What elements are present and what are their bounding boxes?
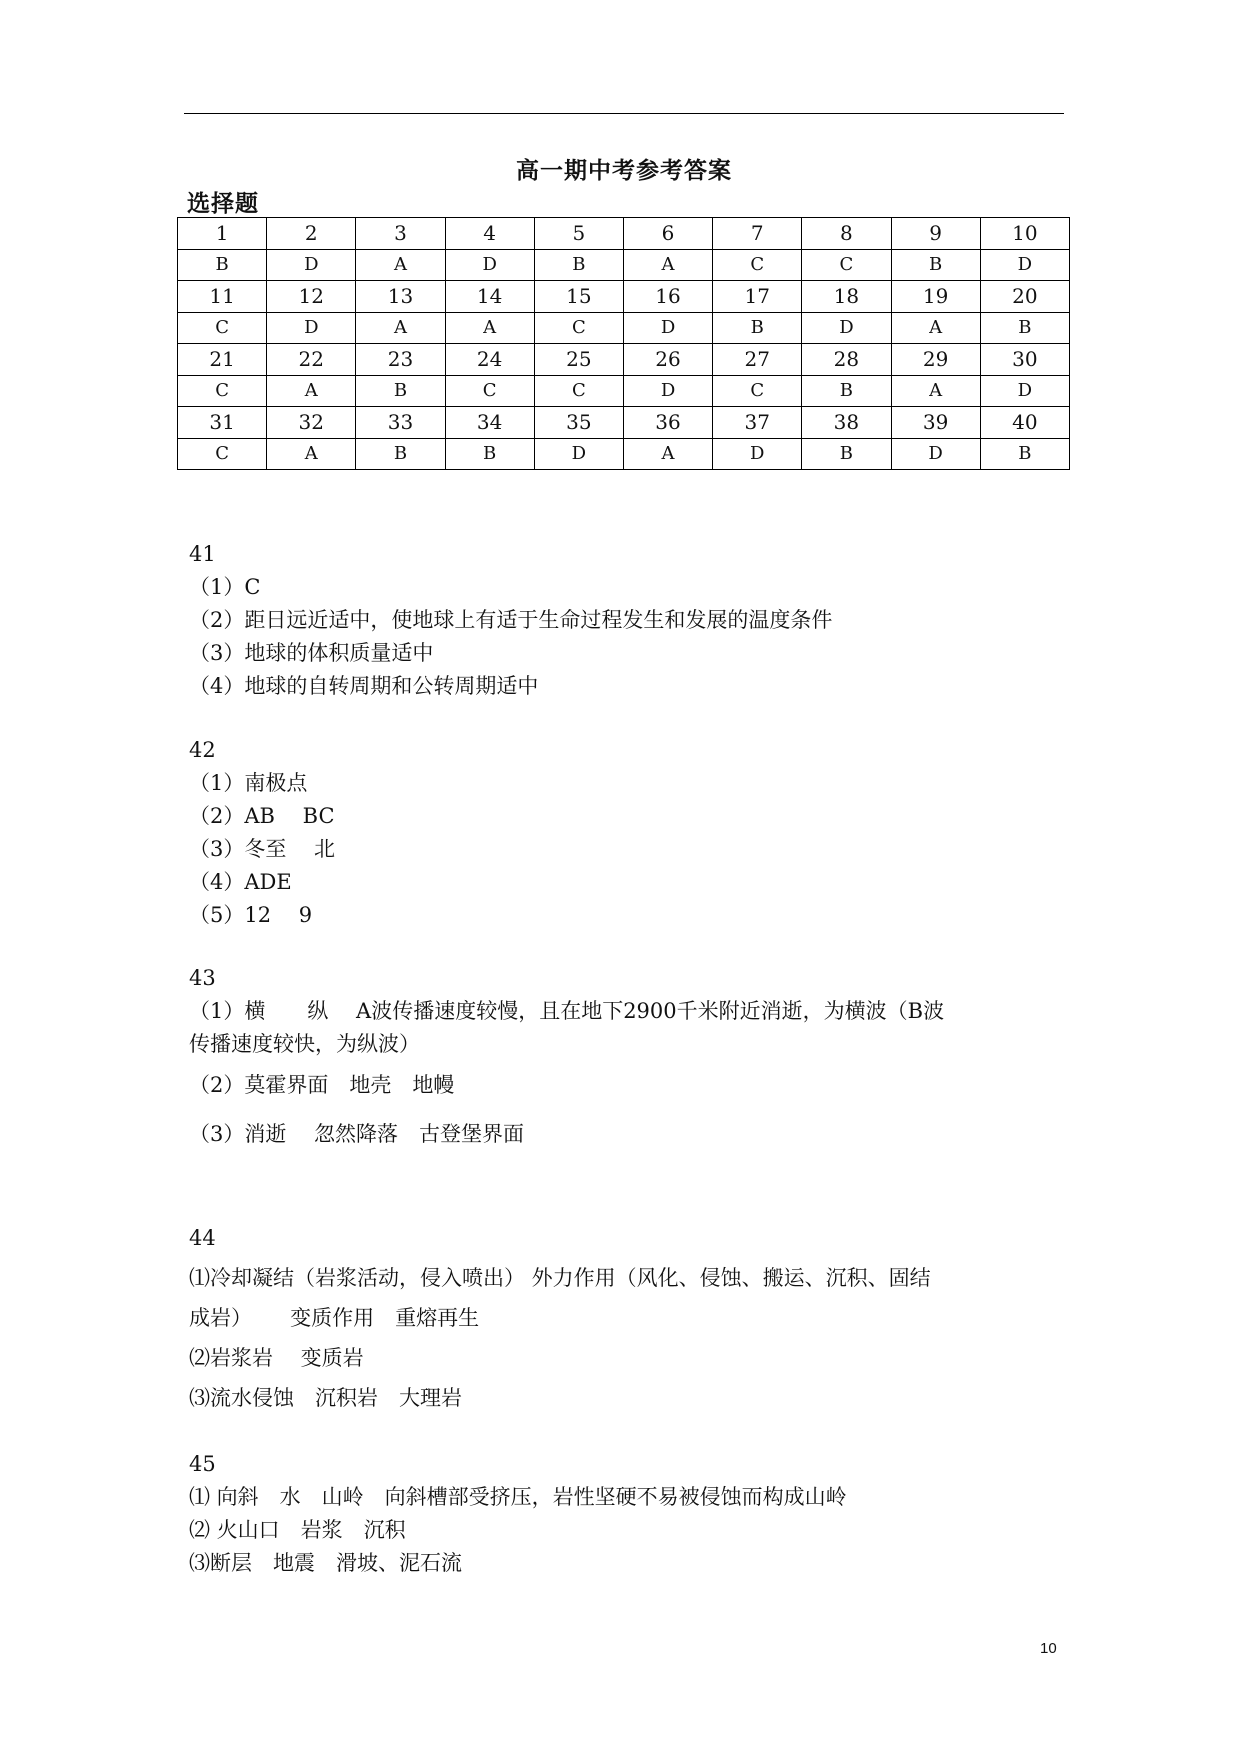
answer-letter-cell: A <box>267 375 356 407</box>
answer-line: ⑴冷却凝结（岩浆活动，侵入喷出） 外力作用（风化、侵蚀、搬运、沉积、固结 <box>189 1266 931 1290</box>
question-number-cell: 8 <box>802 218 891 250</box>
answer-line: （2）距日远近适中，使地球上有适于生命过程发生和发展的温度条件 <box>189 608 833 632</box>
answer-letter-cell: C <box>802 249 891 281</box>
answer-letter-cell: C <box>534 312 623 344</box>
question-number-cell: 15 <box>534 281 623 313</box>
question-number-cell: 32 <box>267 407 356 439</box>
answer-letter-cell: C <box>713 249 802 281</box>
question-number-cell: 31 <box>178 407 267 439</box>
header-rule <box>184 113 1064 114</box>
answer-letter-cell: D <box>713 438 802 470</box>
answer-line: （5）12 9 <box>189 903 313 927</box>
answer-letter-cell: D <box>445 249 534 281</box>
question-number-cell: 26 <box>623 344 712 376</box>
answer-letter-cell: B <box>356 438 445 470</box>
question-number-row <box>178 344 1070 376</box>
question-number: 44 <box>189 1226 216 1250</box>
question-number-cell: 23 <box>356 344 445 376</box>
answer-letter-cell: D <box>980 249 1069 281</box>
answer-letter-cell: C <box>445 375 534 407</box>
question-45 <box>189 1448 1079 1580</box>
question-number-cell: 24 <box>445 344 534 376</box>
question-number-cell: 17 <box>713 281 802 313</box>
question-number-cell: 1 <box>178 218 267 250</box>
question-number-cell: 9 <box>891 218 980 250</box>
question-number-cell: 6 <box>623 218 712 250</box>
question-number-cell: 28 <box>802 344 891 376</box>
question-number-row <box>178 281 1070 313</box>
answer-letter-cell: C <box>713 375 802 407</box>
answer-line: 传播速度较快，为纵波） <box>189 1032 420 1056</box>
answer-letter-cell: B <box>534 249 623 281</box>
answer-letter-cell: B <box>802 375 891 407</box>
answer-line: （1）南极点 <box>189 771 308 795</box>
question-number-cell: 22 <box>267 344 356 376</box>
answer-line: （1）C <box>189 575 261 599</box>
answer-line: ⑴ 向斜 水 山岭 向斜槽部受挤压，岩性坚硬不易被侵蚀而构成山岭 <box>189 1485 847 1509</box>
answer-line: （3）冬至 北 <box>189 837 336 861</box>
answer-letter-cell: B <box>891 249 980 281</box>
answer-letter-cell: D <box>623 375 712 407</box>
question-number-cell: 20 <box>980 281 1069 313</box>
answer-line: （4）地球的自转周期和公转周期适中 <box>189 674 539 698</box>
question-number-cell: 2 <box>267 218 356 250</box>
question-number-row <box>178 218 1070 250</box>
answer-letter-row <box>178 249 1070 281</box>
question-number-cell: 14 <box>445 281 534 313</box>
question-number-cell: 30 <box>980 344 1069 376</box>
answer-table <box>177 217 1070 470</box>
answer-line: 成岩） 变质作用 重熔再生 <box>189 1306 480 1330</box>
question-number: 42 <box>189 738 216 762</box>
question-41 <box>189 538 1079 703</box>
question-number-cell: 16 <box>623 281 712 313</box>
answer-letter-cell: C <box>178 438 267 470</box>
question-number-cell: 40 <box>980 407 1069 439</box>
question-number-cell: 12 <box>267 281 356 313</box>
question-number-cell: 38 <box>802 407 891 439</box>
question-number-cell: 39 <box>891 407 980 439</box>
answer-line: ⑵ 火山口 岩浆 沉积 <box>189 1518 406 1542</box>
question-number: 41 <box>189 542 216 566</box>
question-number-cell: 11 <box>178 281 267 313</box>
answer-line: （2）莫霍界面 地壳 地幔 <box>189 1073 455 1097</box>
question-number-cell: 3 <box>356 218 445 250</box>
question-number: 43 <box>189 966 216 990</box>
answer-line: ⑶断层 地震 滑坡、泥石流 <box>189 1551 462 1575</box>
answer-letter-cell: A <box>891 312 980 344</box>
answer-line: （2）AB BC <box>189 804 335 828</box>
answer-letter-cell: C <box>178 375 267 407</box>
question-number-cell: 25 <box>534 344 623 376</box>
answer-line: （4）ADE <box>189 870 292 894</box>
answer-letter-cell: A <box>623 249 712 281</box>
answer-letter-row <box>178 312 1070 344</box>
answer-line: ⑶流水侵蚀 沉积岩 大理岩 <box>189 1386 462 1410</box>
answer-letter-row <box>178 438 1070 470</box>
answer-letter-cell: B <box>980 312 1069 344</box>
question-number-cell: 7 <box>713 218 802 250</box>
answer-line: （1）横 纵 A波传播速度较慢，且在地下2900千米附近消逝，为横波（B波 <box>189 999 945 1023</box>
page-number: 10 <box>1040 1640 1057 1657</box>
answer-line: （3）地球的体积质量适中 <box>189 641 434 665</box>
answer-letter-cell: A <box>623 438 712 470</box>
answer-letter-row <box>178 375 1070 407</box>
section-title-multiple-choice: 选择题 <box>187 191 259 217</box>
question-44 <box>189 1218 1079 1418</box>
question-number-cell: 37 <box>713 407 802 439</box>
question-number-cell: 27 <box>713 344 802 376</box>
question-number-cell: 29 <box>891 344 980 376</box>
answer-letter-cell: A <box>891 375 980 407</box>
answer-letter-cell: D <box>980 375 1069 407</box>
answer-letter-cell: D <box>891 438 980 470</box>
question-number-cell: 35 <box>534 407 623 439</box>
answer-letter-cell: B <box>356 375 445 407</box>
answer-letter-cell: A <box>356 249 445 281</box>
answer-letter-cell: C <box>178 312 267 344</box>
question-number-row <box>178 407 1070 439</box>
question-number-cell: 36 <box>623 407 712 439</box>
answer-letter-cell: B <box>445 438 534 470</box>
question-number-cell: 10 <box>980 218 1069 250</box>
question-number-cell: 34 <box>445 407 534 439</box>
answer-letter-cell: C <box>534 375 623 407</box>
answer-letter-cell: A <box>445 312 534 344</box>
answer-letter-cell: B <box>713 312 802 344</box>
question-number-cell: 33 <box>356 407 445 439</box>
question-number-cell: 21 <box>178 344 267 376</box>
answer-letter-cell: B <box>178 249 267 281</box>
answer-letter-cell: A <box>267 438 356 470</box>
answer-letter-cell: B <box>802 438 891 470</box>
answer-letter-cell: D <box>534 438 623 470</box>
question-number-cell: 18 <box>802 281 891 313</box>
question-number-cell: 13 <box>356 281 445 313</box>
answer-line: ⑵岩浆岩 变质岩 <box>189 1346 364 1370</box>
answer-letter-cell: D <box>267 312 356 344</box>
answer-letter-cell: D <box>623 312 712 344</box>
answer-table-body <box>178 218 1070 470</box>
answer-letter-cell: D <box>802 312 891 344</box>
question-number-cell: 4 <box>445 218 534 250</box>
answer-letter-cell: B <box>980 438 1069 470</box>
question-number-cell: 19 <box>891 281 980 313</box>
question-number-cell: 5 <box>534 218 623 250</box>
question-43 <box>189 962 1079 1151</box>
question-42 <box>189 734 1079 932</box>
answer-letter-cell: A <box>356 312 445 344</box>
document-title: 高一期中考参考答案 <box>516 158 732 184</box>
answer-line: （3）消逝 忽然降落 古登堡界面 <box>189 1122 525 1146</box>
question-number: 45 <box>189 1452 216 1476</box>
answer-letter-cell: D <box>267 249 356 281</box>
